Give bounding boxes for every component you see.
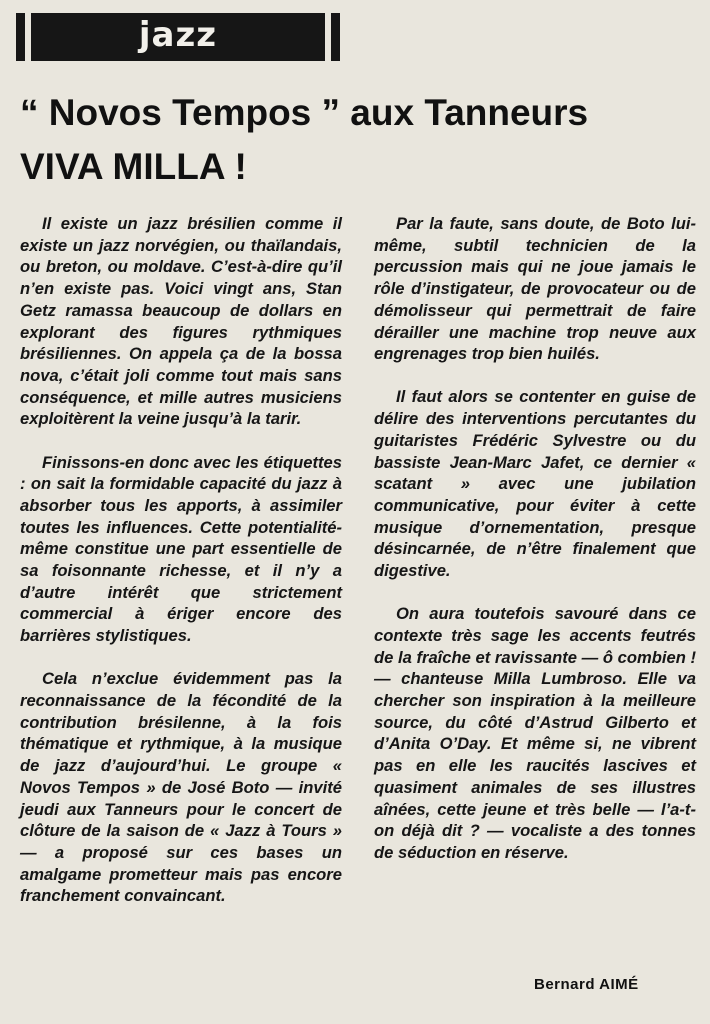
article-paragraph: On aura toutefois savouré dans ce contexte très sage les accents feutrés de la fraîche et ravissante — ô combien ! — chanteuse Milla Lumbroso. Elle va chercher son inspiration à la meilleure source, du côté d’Astrud Gilberto et d’Anita O’Day. Et même si, ne vibrent pas en elle les raucités lascives et quasiment animales de ses illustres aînées, cette jeune et très belle — l’a-t-on déjà dit ? — vocaliste a des tonnes de séduction en réserve. xyxy=(374,604,696,862)
article-paragraph: Cela n’exclue évidemment pas la reconnaissance de la fécondité de la contribution brésilenne, à la fois thématique et rythmique, à la musique de jazz d’aujourd’hui. Le groupe « Novos Tempos » de José Boto — invité jeudi aux Tanneurs pour le concert de clôture de la saison de « Jazz à Tours » — a proposé sur ces bases un amalgame prometteur mais pas encore franchement convaincant. xyxy=(20,669,342,906)
article-column-left xyxy=(20,213,342,929)
rubric-label: jazz xyxy=(138,15,218,55)
article-paragraph: Finissons-en donc avec les étiquettes : on sait la formidable capacité du jazz à absorber tous les apports, à assimiler toutes les influences. Cette potentialité-même constitue une part essentielle de sa foisonnante richesse, et il n’y a d’autre intérêt que strictement commercial à ériger encore des barrières stylistiques. xyxy=(20,452,342,646)
article-paragraph: Il faut alors se contenter en guise de délire des interventions percutantes du guitaristes Frédéric Sylvestre ou du bassiste Jean-Marc Jafet, ce dernier « scatant » avec une jubilation communicative, pour éviter à cette musique d’ornementation, presque désincarnée, de n’être finalement que digestive. xyxy=(374,387,696,581)
headline-line-1: “ Novos Tempos ” aux Tanneurs xyxy=(20,92,589,133)
article-column-right xyxy=(374,213,696,885)
author-signature: Bernard AIMÉ xyxy=(534,976,639,993)
headline-line-2: VIVA MILLA ! xyxy=(20,146,247,187)
headline xyxy=(20,86,700,194)
article-paragraph: Il existe un jazz brésilien comme il existe un jazz norvégien, ou thaïlandais, ou breton, ou moldave. C’est-à-dire qu’il n’en existe pas. Voici vingt ans, Stan Getz ramassa beaucoup de dollars en explorant des figures rythmiques brésiliennes. On appela ça de la bossa nova, c’était joli comme tout mais sans conséquence, et mille autres musiciens exploitèrent la veine jusqu’à la tarir. xyxy=(20,214,342,429)
rubric-banner xyxy=(16,13,340,61)
article-paragraph: Par la faute, sans doute, de Boto lui-même, subtil technicien de la percussion mais qui ne joue jamais le rôle d’instigateur, de provocateur ou de démolisseur qui permettrait de faire dérailler une machine trop neuve aux engrenages trop bien huilés. xyxy=(374,214,696,364)
